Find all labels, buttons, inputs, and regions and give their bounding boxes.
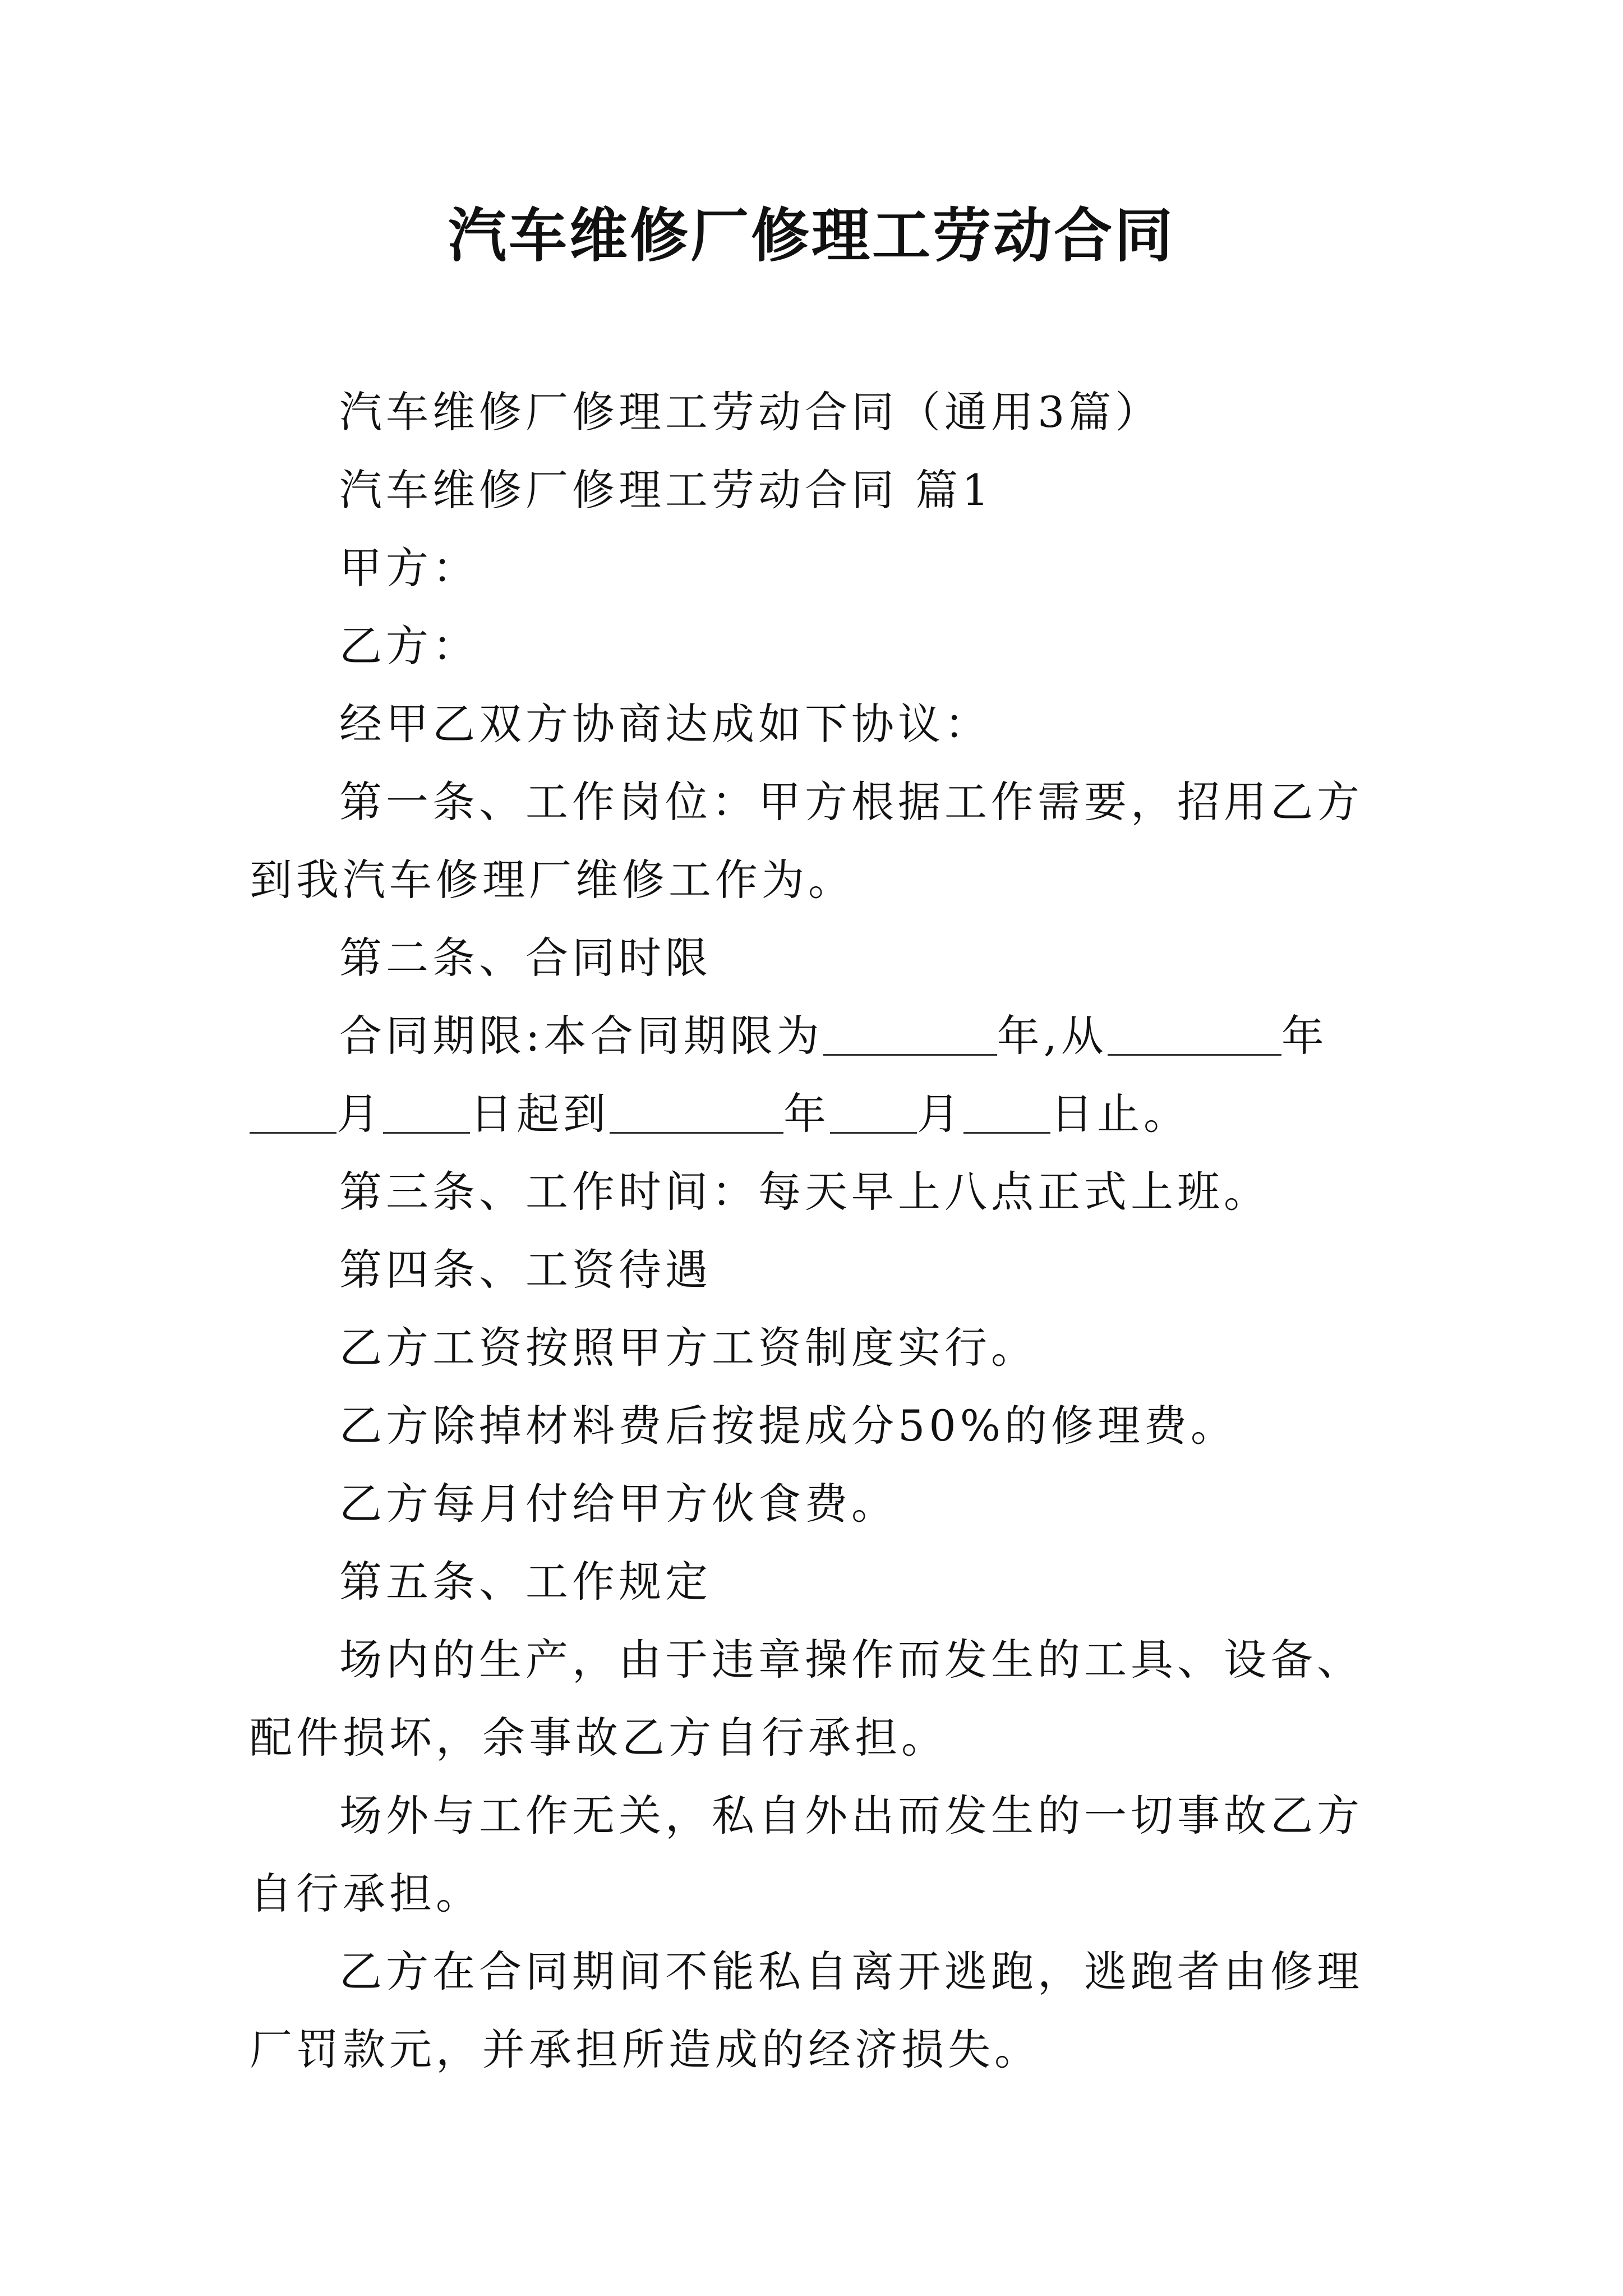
term-end-month-label: 月 bbox=[917, 1089, 963, 1139]
paragraph-onsite-rule: 场内的生产，由于违章操作而发生的工具、设备、配件损坏，余事故乙方自行承担。 bbox=[250, 1635, 1363, 1763]
paragraph-meal-fee: 乙方每月付给甲方伙食费。 bbox=[339, 1479, 898, 1529]
blank-end-day bbox=[963, 1089, 1050, 1134]
blank-start-day bbox=[383, 1089, 470, 1134]
term-end-year-label: 年 bbox=[783, 1089, 830, 1139]
paragraph-abscond-rule: 乙方在合同期间不能私自离开逃跑，逃跑者由修理厂罚款元，并承担所造成的经济损失。 bbox=[250, 1947, 1363, 2074]
term-text: 本合同期限为 bbox=[543, 1011, 823, 1061]
paragraph-article-4: 第四条、工资待遇 bbox=[339, 1245, 712, 1295]
paragraph-commission: 乙方除掉材料费后按提成分50%的修理费。 bbox=[339, 1401, 1237, 1451]
term-year-from: 年,从 bbox=[997, 1011, 1108, 1061]
paragraph-party-a: 甲方： bbox=[339, 543, 479, 593]
paragraph-article-5: 第五条、工作规定 bbox=[339, 1557, 712, 1607]
term-month-label: 月 bbox=[336, 1089, 383, 1139]
document-body bbox=[250, 373, 1382, 2088]
blank-years bbox=[823, 1011, 997, 1056]
term-label: 合同期限: bbox=[339, 1011, 544, 1061]
paragraph-part-heading: 汽车维修厂修理工劳动合同 篇1 bbox=[339, 465, 993, 515]
term-day-label: 日起到 bbox=[470, 1089, 610, 1139]
paragraph-article-1: 第一条、工作岗位：甲方根据工作需要，招用乙方到我汽车修理厂维修工作为。 bbox=[250, 777, 1363, 905]
paragraph-wage-system: 乙方工资按照甲方工资制度实行。 bbox=[339, 1323, 1038, 1373]
paragraph-offsite-rule: 场外与工作无关，私自外出而发生的一切事故乙方自行承担。 bbox=[250, 1791, 1363, 1918]
blank-end-year bbox=[610, 1089, 783, 1134]
blank-end-month bbox=[830, 1089, 917, 1134]
paragraph-subtitle: 汽车维修厂修理工劳动合同（通用3篇） bbox=[339, 387, 1162, 437]
paragraph-agreement-intro: 经甲乙双方协商达成如下协议： bbox=[339, 699, 991, 749]
blank-start-month bbox=[250, 1089, 336, 1134]
paragraph-article-3: 第三条、工作时间：每天早上八点正式上班。 bbox=[339, 1167, 1270, 1217]
document-title: 汽车维修厂修理工劳动合同 bbox=[448, 201, 1175, 270]
paragraph-contract-term bbox=[250, 997, 1382, 1153]
blank-start-year bbox=[1108, 1011, 1281, 1056]
paragraph-article-2: 第二条、合同时限 bbox=[339, 933, 712, 983]
paragraph-party-b: 乙方： bbox=[339, 621, 479, 671]
term-year-label: 年 bbox=[1281, 1011, 1328, 1061]
term-end-label: 日止。 bbox=[1050, 1089, 1190, 1139]
